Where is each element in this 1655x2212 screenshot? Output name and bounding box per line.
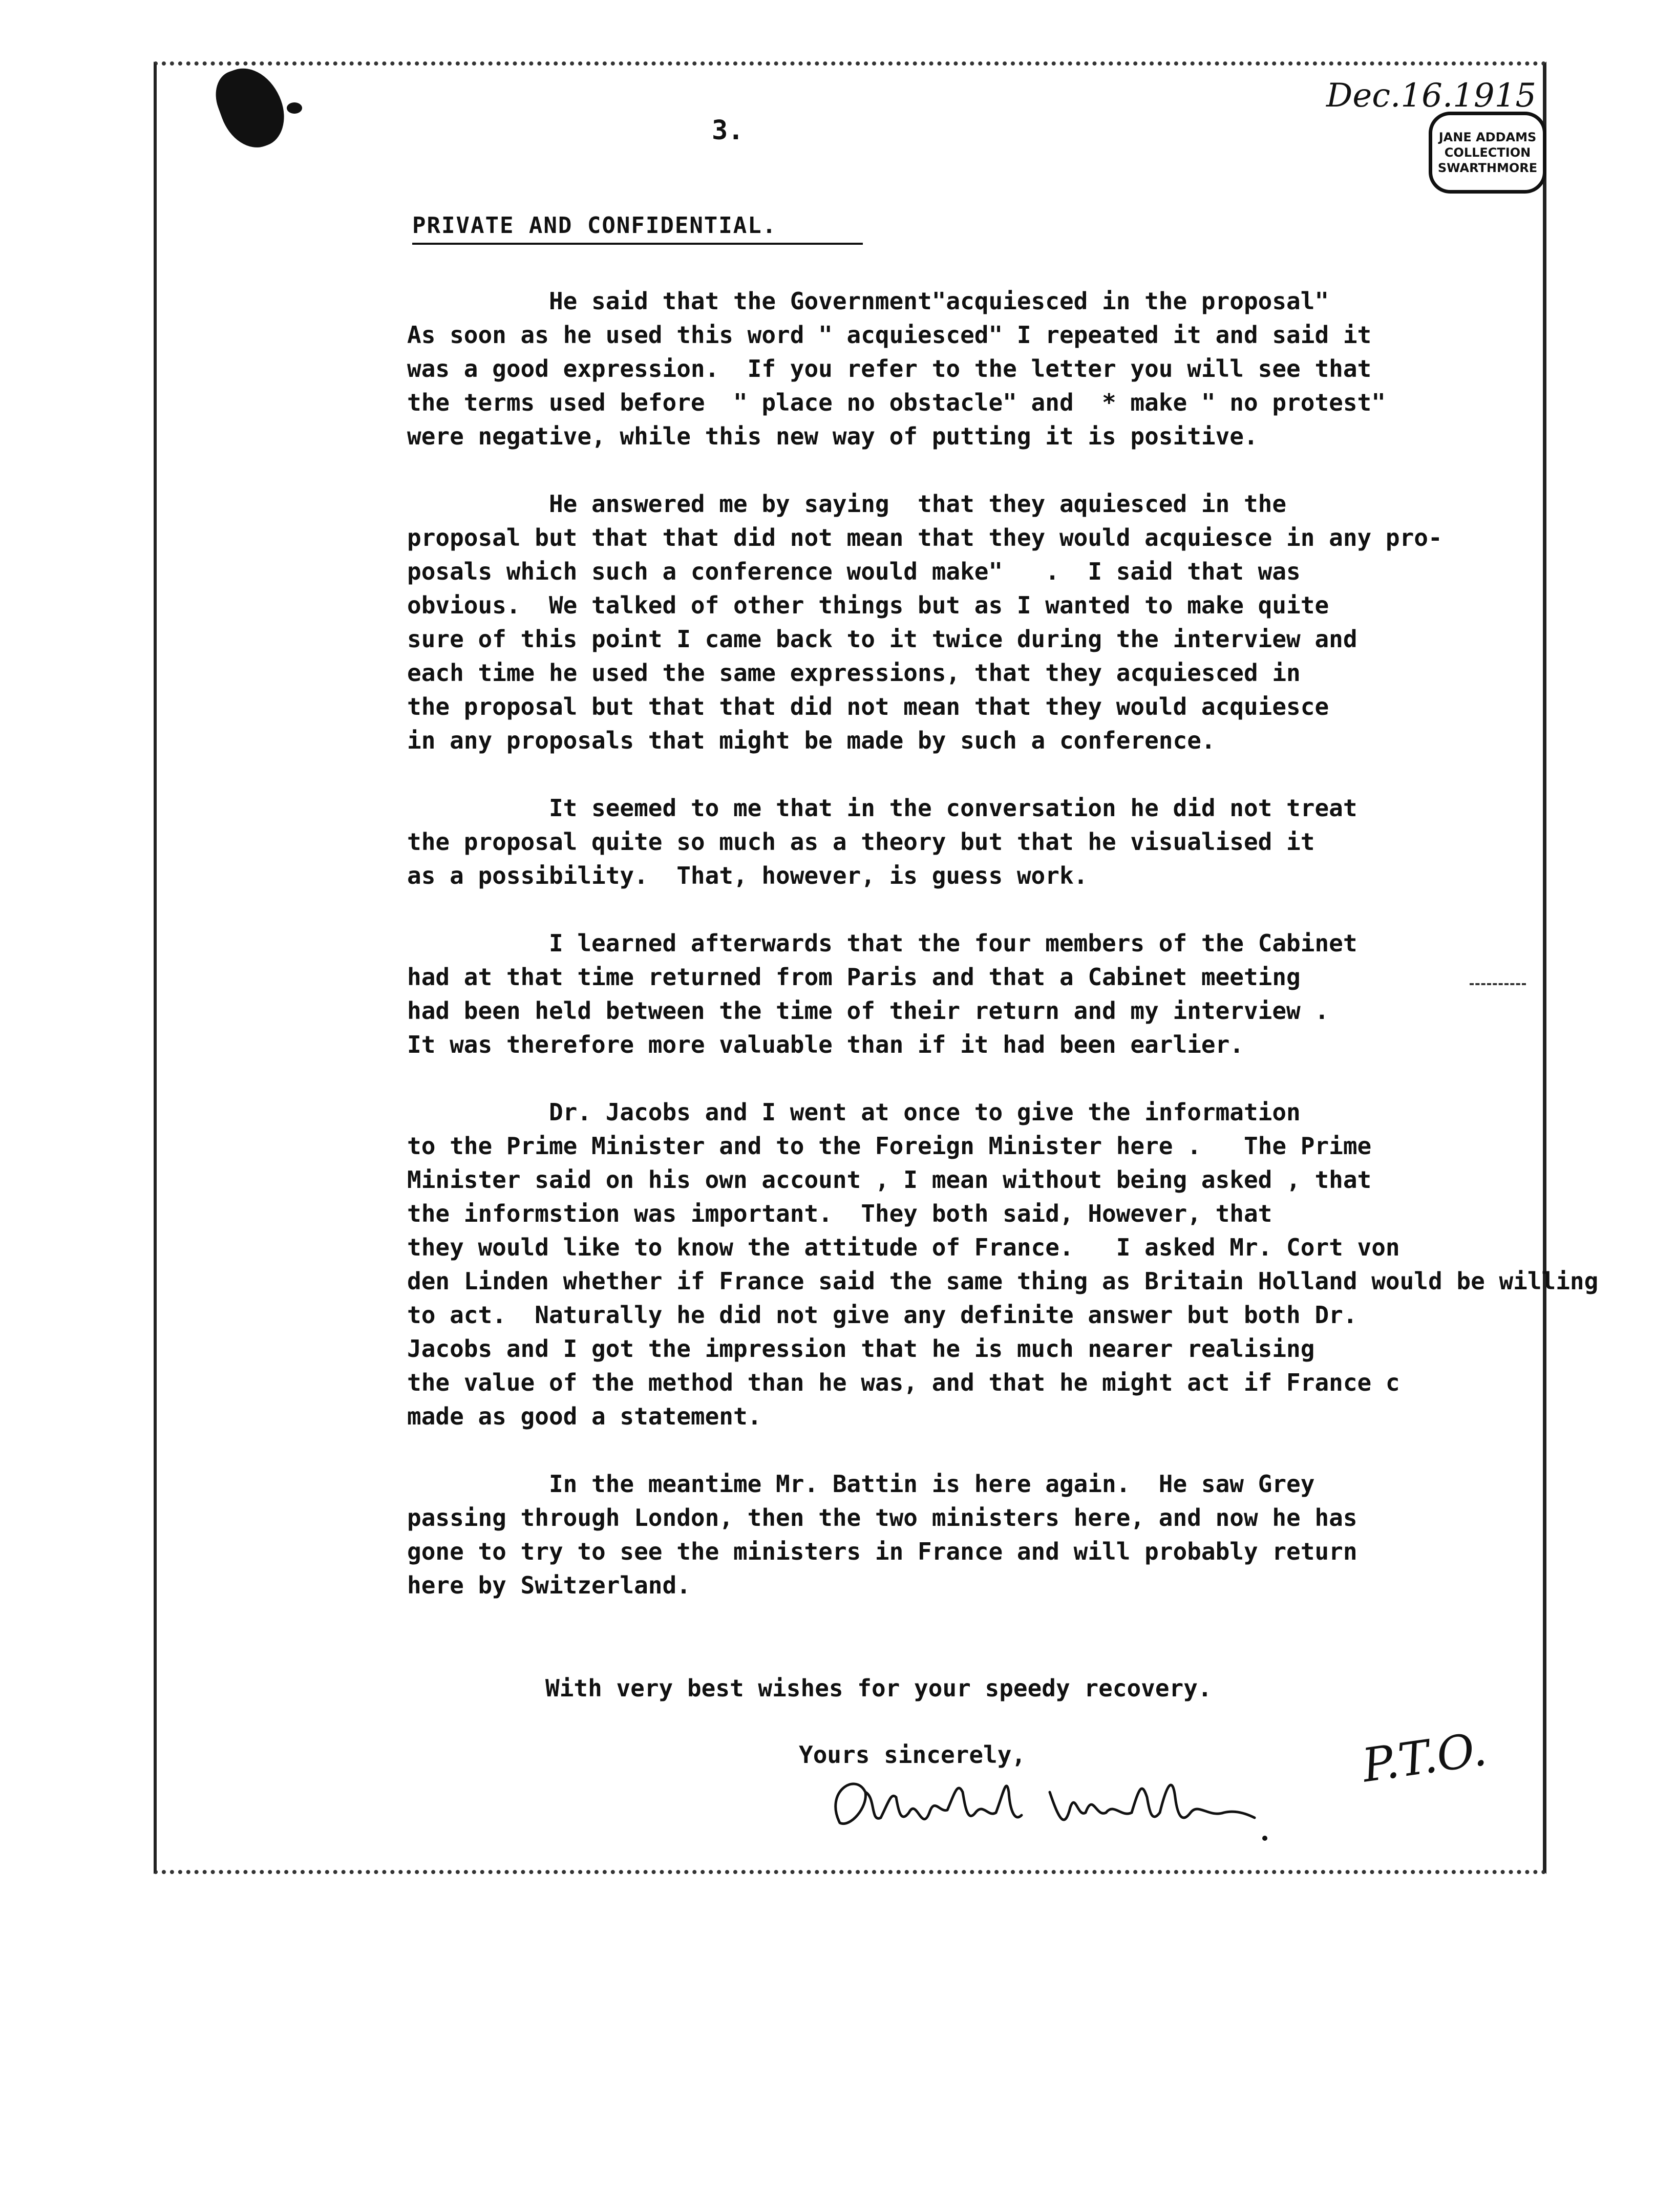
stamp-line: JANE ADDAMS bbox=[1438, 130, 1537, 144]
text-line: the value of the method than he was, and that he might act if France c bbox=[407, 1369, 1400, 1396]
handwritten-signature bbox=[819, 1761, 1270, 1859]
text-line: It was therefore more valuable than if it had been earlier. bbox=[407, 1031, 1244, 1058]
text-line: posals which such a conference would make" . I said that was bbox=[407, 558, 1301, 585]
text-line: proposal but that that did not mean that they would acquiesce in any pro- bbox=[407, 524, 1442, 551]
text-line: Minister said on his own account , I mean without being asked , that bbox=[407, 1166, 1372, 1194]
pto-note: P.T.O. bbox=[1359, 1722, 1490, 1793]
text-line: gone to try to see the ministers in France and will probably return bbox=[407, 1538, 1357, 1565]
text-line: As soon as he used this word " acquiesced" I repeated it and said it bbox=[407, 321, 1372, 349]
letter-paragraph bbox=[407, 487, 1513, 757]
text-line: I learned afterwards that the four members of the Cabinet bbox=[407, 929, 1357, 957]
text-line: had been held between the time of their return and my interview . bbox=[407, 997, 1329, 1025]
letter-body bbox=[407, 284, 1599, 1636]
letter-paragraph bbox=[407, 791, 1513, 892]
text-line: the proposal but that that did not mean that they would acquiesce bbox=[407, 693, 1329, 720]
text-line: Dr. Jacobs and I went at once to give the information bbox=[407, 1098, 1301, 1126]
text-line: was a good expression. If you refer to the letter you will see that bbox=[407, 355, 1372, 382]
text-line: as a possibility. That, however, is guess work. bbox=[407, 862, 1088, 889]
text-line: to the Prime Minister and to the Foreign Minister here . The Prime bbox=[407, 1132, 1372, 1160]
text-line: In the meantime Mr. Battin is here again. He saw Grey bbox=[407, 1470, 1315, 1498]
text-line: passing through London, then the two ministers here, and now he has bbox=[407, 1504, 1357, 1532]
letter-paragraph bbox=[407, 1095, 1599, 1433]
text-line: each time he used the same expressions, that they acquiesced in bbox=[407, 659, 1301, 687]
text-line: Jacobs and I got the impression that he is much nearer realising bbox=[407, 1335, 1315, 1363]
stamp-line: COLLECTION bbox=[1444, 145, 1531, 160]
text-line: sure of this point I came back to it twice during the interview and bbox=[407, 625, 1357, 653]
text-line: the proposal quite so much as a theory but that he visualised it bbox=[407, 828, 1315, 856]
text-line: to act. Naturally he did not give any definite answer but both Dr. bbox=[407, 1301, 1357, 1329]
text-line: in any proposals that might be made by such a conference. bbox=[407, 727, 1216, 754]
letter-heading: PRIVATE AND CONFIDENTIAL. bbox=[412, 212, 863, 245]
text-line: here by Switzerland. bbox=[407, 1571, 691, 1599]
text-line: It seemed to me that in the conversation he did not treat bbox=[407, 794, 1357, 822]
letter-paragraph bbox=[407, 926, 1513, 1061]
stamp-line: SWARTHMORE bbox=[1437, 161, 1538, 175]
text-line: He said that the Government"acquiesced in the proposal" bbox=[407, 287, 1329, 315]
text-line: den Linden whether if France said the same thing as Britain Holland would be willing bbox=[407, 1267, 1599, 1295]
text-line: they would like to know the attitude of France. I asked Mr. Cort von bbox=[407, 1233, 1400, 1261]
text-line: the informstion was important. They both said, However, that bbox=[407, 1200, 1272, 1227]
handwritten-date: Dec.16.1915 bbox=[1326, 77, 1537, 115]
text-line: the terms used before " place no obstacle" and * make " no protest" bbox=[407, 389, 1386, 416]
text-line: had at that time returned from Paris and that a Cabinet meeting bbox=[407, 963, 1301, 991]
closing-line: With very best wishes for your speedy recovery. bbox=[545, 1674, 1212, 1702]
sign-off: Yours sincerely, bbox=[799, 1741, 1026, 1769]
text-line: were negative, while this new way of putting it is positive. bbox=[407, 422, 1258, 450]
letter-paragraph bbox=[407, 1467, 1513, 1602]
text-line: obvious. We talked of other things but as I wanted to make quite bbox=[407, 591, 1329, 619]
ink-blot bbox=[287, 102, 302, 114]
archive-stamp bbox=[1429, 112, 1546, 194]
text-line: He answered me by saying that they aquiesced in the bbox=[407, 490, 1287, 518]
letter-paragraph bbox=[407, 284, 1513, 453]
text-line: made as good a statement. bbox=[407, 1402, 762, 1430]
page-number: 3. bbox=[712, 115, 744, 146]
